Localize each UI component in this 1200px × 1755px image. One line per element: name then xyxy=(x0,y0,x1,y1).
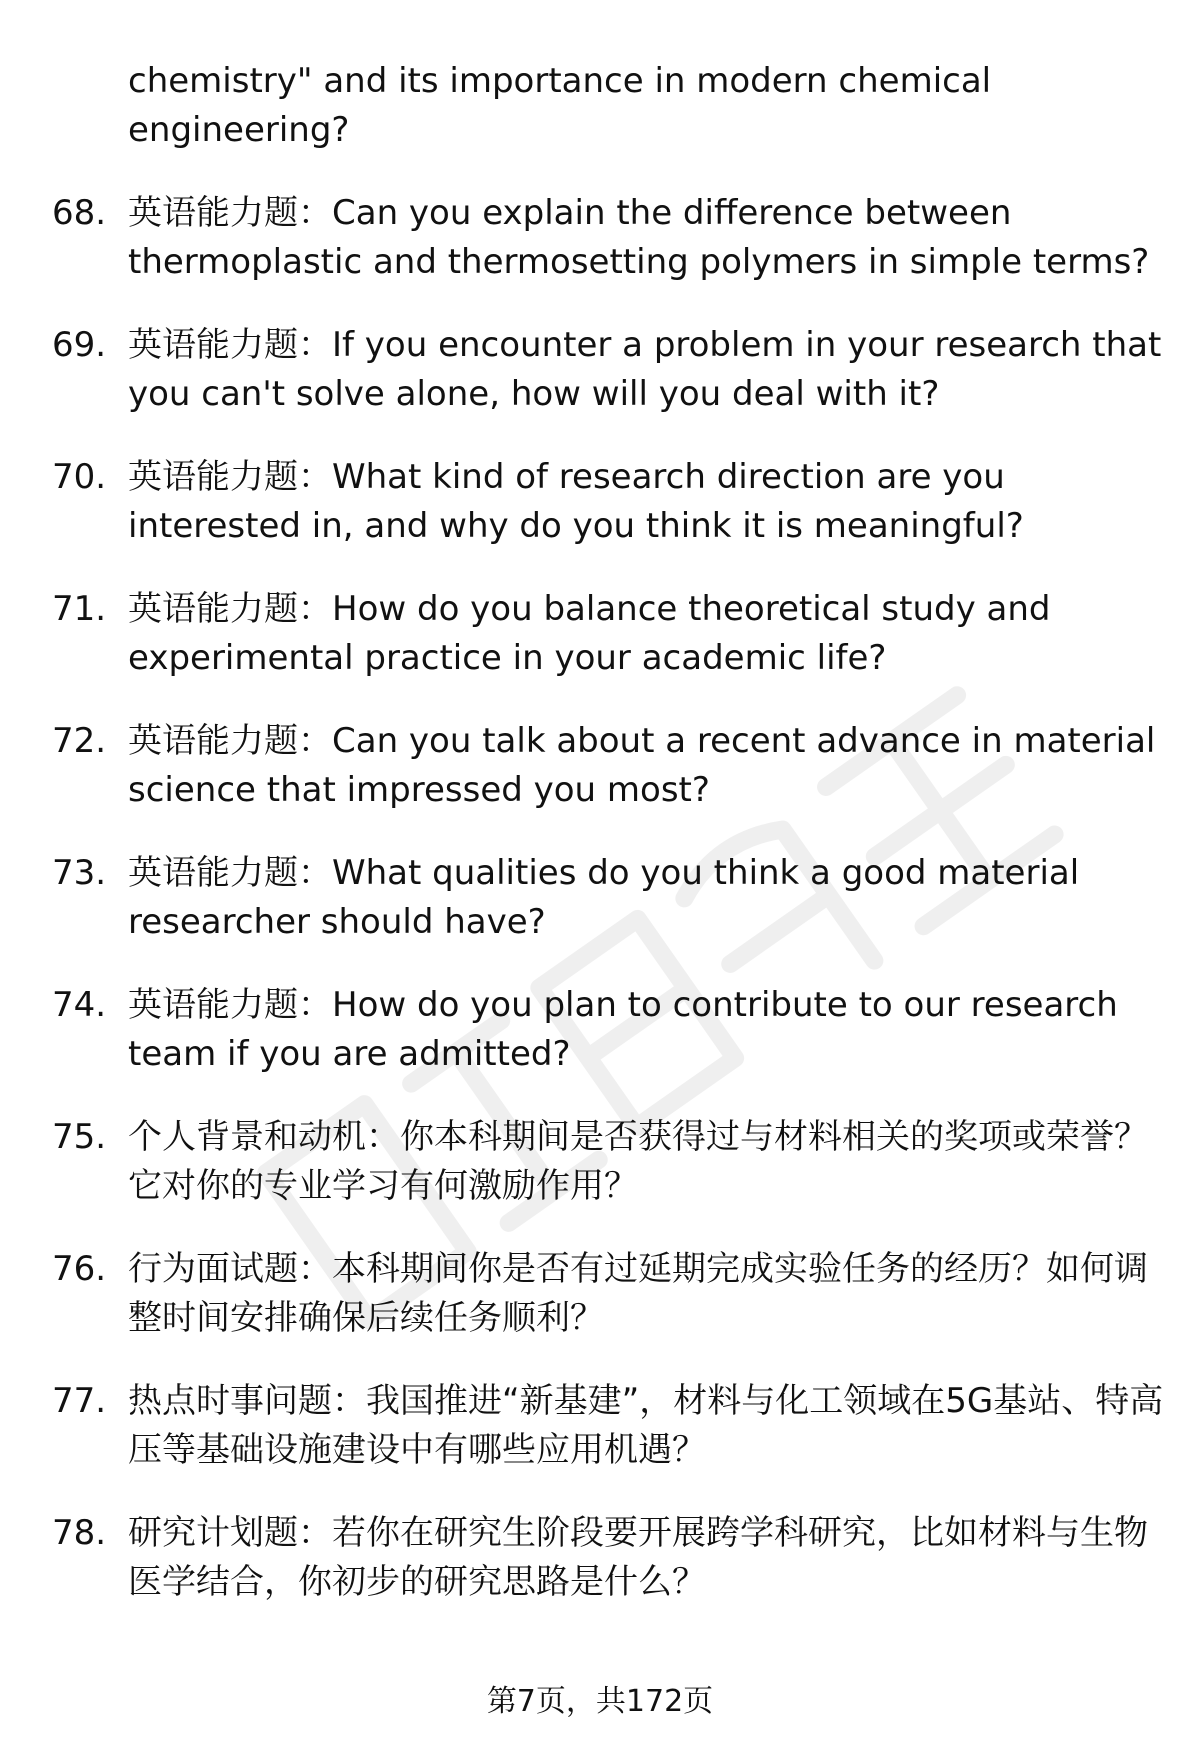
question-item-75 xyxy=(52,1113,1172,1211)
question-number: 76. xyxy=(52,1249,107,1289)
question-list xyxy=(52,57,1172,1641)
question-item-68 xyxy=(52,189,1172,287)
page-footer: 第7页，共172页 xyxy=(486,1684,714,1719)
question-number: 77. xyxy=(52,1381,107,1421)
question-number: 78. xyxy=(52,1513,107,1553)
continued-question-text: chemistry" and its importance in modern chemical engineering? xyxy=(128,61,992,150)
question-text: 行为面试题：本科期间你是否有过延期完成实验任务的经历？如何调整时间安排确保后续任务顺利？ xyxy=(128,1249,1148,1338)
question-item-71 xyxy=(52,585,1172,683)
question-number: 70. xyxy=(52,457,107,497)
question-item-70 xyxy=(52,453,1172,551)
question-item-73 xyxy=(52,849,1172,947)
question-text: 研究计划题：若你在研究生阶段要开展跨学科研究，比如材料与生物医学结合，你初步的研究思路是什么？ xyxy=(128,1513,1148,1602)
question-number: 69. xyxy=(52,325,107,365)
continued-question xyxy=(52,57,1172,155)
question-text: 英语能力题：If you encounter a problem in your research that you can't solve alone, how will you deal with it? xyxy=(128,325,1162,414)
question-number: 71. xyxy=(52,589,107,629)
question-text: 个人背景和动机：你本科期间是否获得过与材料相关的奖项或荣誉？它对你的专业学习有何激励作用？ xyxy=(128,1117,1148,1206)
question-text: 英语能力题：What kind of research direction are you interested in, and why do you think it is meaningful? xyxy=(128,457,1024,546)
question-text: 英语能力题：How do you balance theoretical study and experimental practice in your academic life? xyxy=(128,589,1051,678)
question-number: 68. xyxy=(52,193,107,233)
question-item-72 xyxy=(52,717,1172,815)
question-number: 72. xyxy=(52,721,107,761)
question-item-77 xyxy=(52,1377,1172,1475)
question-text: 英语能力题：Can you explain the difference between thermoplastic and thermosetting polymers in simple terms? xyxy=(128,193,1150,282)
question-item-76 xyxy=(52,1245,1172,1343)
question-text: 英语能力题：What qualities do you think a good material researcher should have? xyxy=(128,853,1080,942)
question-text: 英语能力题：How do you plan to contribute to our research team if you are admitted? xyxy=(128,985,1118,1074)
question-item-78 xyxy=(52,1509,1172,1607)
question-number: 74. xyxy=(52,985,107,1025)
question-text: 热点时事问题：我国推进“新基建”，材料与化工领域在5G基站、特高压等基础设施建设中有哪些应用机遇？ xyxy=(128,1381,1164,1470)
question-number: 75. xyxy=(52,1117,107,1157)
question-text: 英语能力题：Can you talk about a recent advance in material science that impressed you most? xyxy=(128,721,1156,810)
question-number: 73. xyxy=(52,853,107,893)
question-item-74 xyxy=(52,981,1172,1079)
question-item-69 xyxy=(52,321,1172,419)
